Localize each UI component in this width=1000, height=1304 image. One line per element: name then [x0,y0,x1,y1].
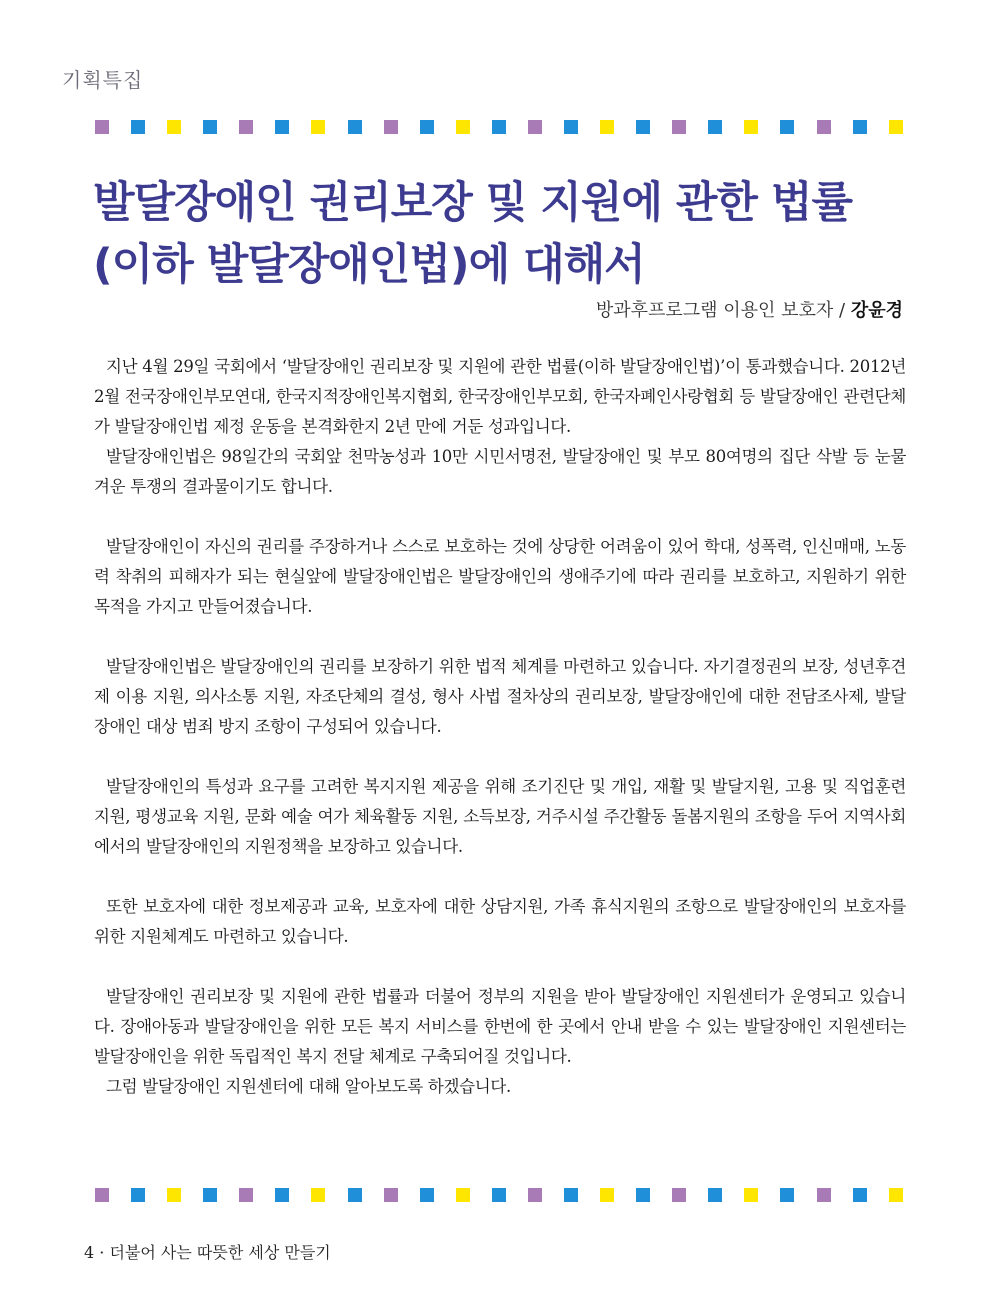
decorative-square [708,120,722,134]
decorative-square [348,1188,362,1202]
paragraph: 발달장애인의 특성과 요구를 고려한 복지지원 제공을 위해 조기진단 및 개입, 재활 및 발달지원, 고용 및 직업훈련 지원, 평생교육 지원, 문화 예술 여가 체육활동 지원, 소득보장, 거주시설 주간활동 돌봄지원의 조항을 두어 지역사회에서의 발달장애인의 지원정책을 보장하고 있습니다. [94,777,906,856]
decorative-square-row-bottom [95,1188,903,1202]
decorative-square [889,120,903,134]
paragraph: 또한 보호자에 대한 정보제공과 교육, 보호자에 대한 상담지원, 가족 휴식지원의 조항으로 발달장애인의 보호자를 위한 지원체계도 마련하고 있습니다. [94,897,906,946]
decorative-square [600,120,614,134]
paragraph: 발달장애인법은 발달장애인의 권리를 보장하기 위한 법적 체계를 마련하고 있습니다. 자기결정권의 보장, 성년후견제 이용 지원, 의사소통 지원, 자조단체의 결성, 형사 사법 절차상의 권리보장, 발달장애인에 대한 전담조사제, 발달장애인 대상 범죄 방지 조항이 구성되어 있습니다. [94,657,906,736]
title-line-1: 발달장애인 권리보장 및 지원에 관한 법률 [93,178,852,228]
paragraph: 발달장애인이 자신의 권리를 주장하거나 스스로 보호하는 것에 상당한 어려움이 있어 학대, 성폭력, 인신매매, 노동력 착취의 피해자가 되는 현실앞에 발달장애인법은 발달장애인의 생애주기에 따라 권리를 보호하고, 지원하기 위한 목적을 가지고 만들어졌습니다. [94,537,906,616]
decorative-square [564,120,578,134]
page-footer [84,1240,331,1263]
decorative-square [492,120,506,134]
decorative-square [600,1188,614,1202]
title-line-2: (이하 발달장애인법)에 대해서 [93,240,645,290]
decorative-square [275,1188,289,1202]
section-label: 기획특집 [62,68,144,92]
article-body [94,352,906,1132]
author-role: 방과후프로그램 이용인 보호자 [595,300,834,321]
decorative-square [889,1188,903,1202]
decorative-square [492,1188,506,1202]
decorative-square [131,1188,145,1202]
decorative-square [239,1188,253,1202]
decorative-square [420,1188,434,1202]
decorative-square [384,120,398,134]
decorative-square [853,120,867,134]
decorative-square [780,120,794,134]
decorative-square [384,1188,398,1202]
decorative-square [672,120,686,134]
paragraph: 발달장애인 권리보장 및 지원에 관한 법률과 더불어 정부의 지원을 받아 발달장애인 지원센터가 운영되고 있습니다. 장애아동과 발달장애인을 위한 모든 복지 서비스를 한번에 한 곳에서 안내 받을 수 있는 발달장애인 지원센터는 발달장애인을 위한 독립적인 복지 전달 체계로 구축되어질 것입니다. [94,987,906,1066]
decorative-square [131,120,145,134]
decorative-square [95,120,109,134]
decorative-square [744,120,758,134]
decorative-square [167,1188,181,1202]
decorative-square [275,120,289,134]
footer-bullet: · [94,1243,110,1262]
decorative-square [817,120,831,134]
decorative-square-row-top [95,120,903,134]
decorative-square [311,1188,325,1202]
author-name: 강윤경 [850,300,903,321]
decorative-square [528,1188,542,1202]
decorative-square [348,120,362,134]
decorative-square [239,120,253,134]
byline-separator: / [833,300,851,321]
article-title [93,172,852,296]
decorative-square [744,1188,758,1202]
decorative-square [853,1188,867,1202]
decorative-square [780,1188,794,1202]
paragraph: 그럼 발달장애인 지원센터에 대해 알아보도록 하겠습니다. [106,1077,512,1096]
decorative-square [203,1188,217,1202]
publication-name: 더불어 사는 따뜻한 세상 만들기 [109,1243,331,1262]
decorative-square [564,1188,578,1202]
decorative-square [203,120,217,134]
decorative-square [420,120,434,134]
author-byline [596,296,903,322]
decorative-square [672,1188,686,1202]
decorative-square [456,120,470,134]
page-number: 4 [84,1243,95,1262]
decorative-square [456,1188,470,1202]
paragraph: 발달장애인법은 98일간의 국회앞 천막농성과 10만 시민서명전, 발달장애인 및 부모 80여명의 집단 삭발 등 눈물겨운 투쟁의 결과물이기도 합니다. [94,447,906,496]
decorative-square [636,120,650,134]
decorative-square [708,1188,722,1202]
decorative-square [636,1188,650,1202]
decorative-square [528,120,542,134]
decorative-square [95,1188,109,1202]
decorative-square [817,1188,831,1202]
decorative-square [311,120,325,134]
paragraph: 지난 4월 29일 국회에서 ‘발달장애인 권리보장 및 지원에 관한 법률(이하 발달장애인법)’이 통과했습니다. 2012년 2월 전국장애인부모연대, 한국지적장애인복지협회, 한국장애인부모회, 한국자폐인사랑협회 등 발달장애인 관련단체가 발달장애인법 제정 운동을 본격화한지 2년 만에 거둔 성과입니다. [94,357,906,436]
decorative-square [167,120,181,134]
